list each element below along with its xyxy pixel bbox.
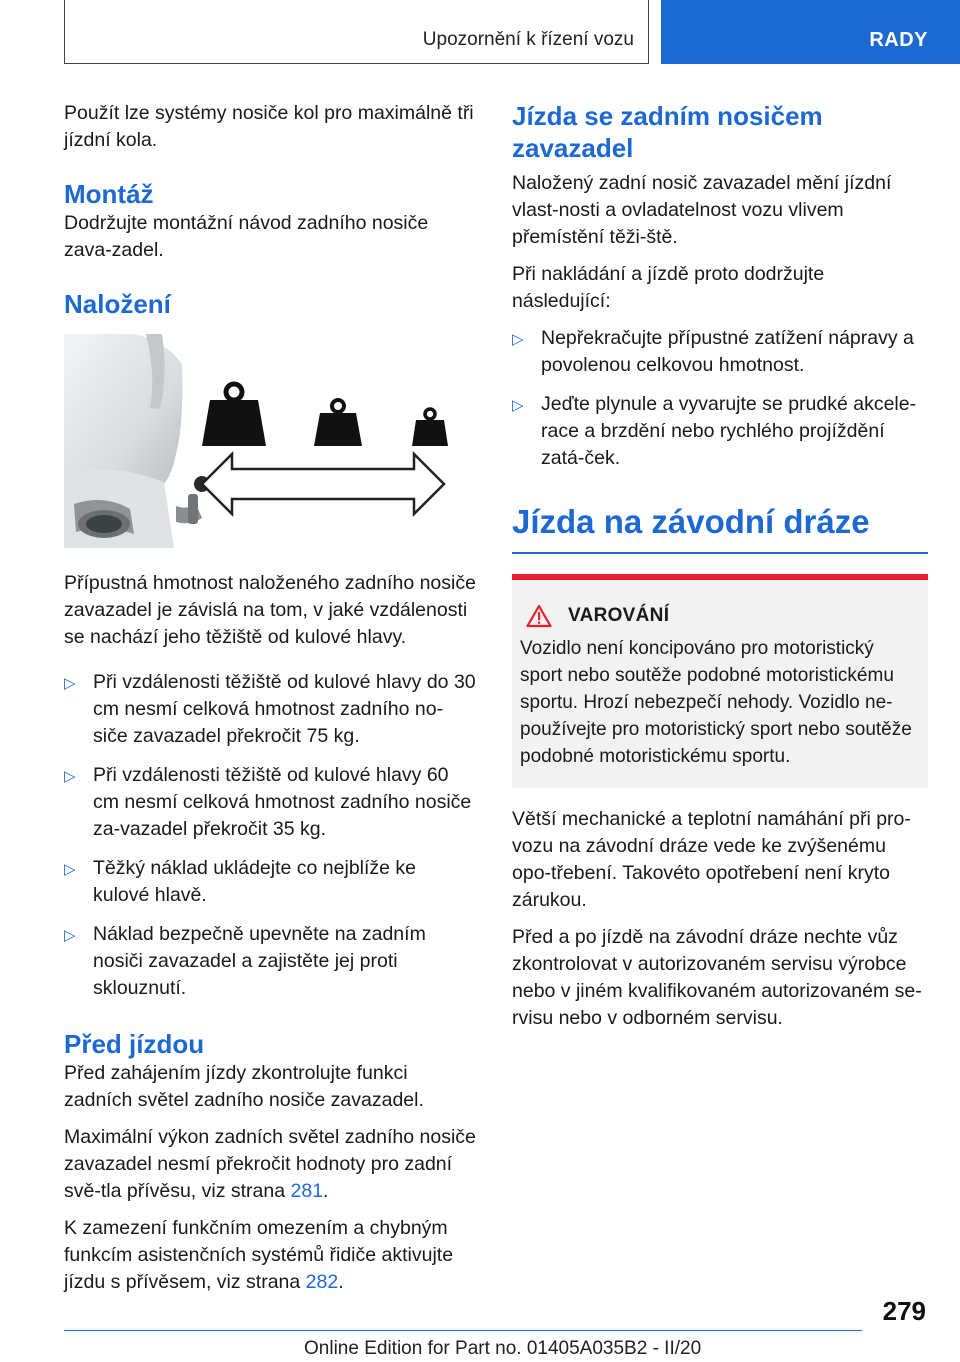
list-item: ▷ Při vzdálenosti těžiště od kulové hlavy do 30 cm nesmí celková hmotnost zadního no-siče zavazadel překročit 75 kg.	[64, 671, 476, 747]
pred-jizdou-paragraph-1: Před zahájením jízdy zkontrolujte funkci zadních světel zadního nosiče zavazadel.	[64, 1062, 424, 1111]
triangle-right-icon: ▷	[64, 927, 76, 944]
montaz-paragraph: Dodržujte montážní návod zadního nosiče zava-zadel.	[64, 212, 429, 261]
jizda-nosic-heading: Jízda se zadním nosičem zavazadel	[512, 101, 823, 163]
zavodni-paragraph-2: Před a po jízdě na závodní dráze nechte vůz zkontrolovat v autorizovaném servisu výrobce nebo v jiném kvalifikovaném autorizovaném se-rvisu nebo v odborném servisu.	[512, 926, 922, 1029]
header-section-box	[64, 0, 649, 64]
right-column	[512, 100, 928, 1042]
intro-paragraph: Použít lze systémy nosiče kol pro maximálně tři jízdní kola.	[64, 102, 474, 151]
triangle-right-icon: ▷	[64, 861, 76, 878]
pred-jizdou-paragraph-2: Maximální výkon zadních světel zadního nosiče zavazadel nesmí překročit hodnoty pro zadní svě-tla přívěsu, viz strana 281.	[64, 1126, 476, 1202]
nalozeni-heading: Naložení	[64, 289, 171, 319]
header-tab-label: RADY	[869, 29, 928, 51]
zavodni-heading: Jízda na závodní dráze	[512, 502, 928, 554]
double-arrow	[202, 454, 444, 514]
warning-title: VAROVÁNÍ	[568, 605, 670, 626]
car-rear-bumper	[64, 334, 182, 548]
pred-jizdou-heading: Před jízdou	[64, 1029, 205, 1059]
footer-edition-text: Online Edition for Part no. 01405A035B2 - II/20	[304, 1338, 702, 1359]
weight-large-icon	[202, 384, 266, 446]
left-column	[64, 100, 476, 1306]
list-item: ▷ Nepřekračujte přípustné zatížení nápravy a povolenou celkovou hmotnost.	[512, 327, 914, 376]
warning-triangle-icon	[526, 604, 552, 628]
pred-jizdou-paragraph-3: K zamezení funkčním omezením a chybným funkcím asistenčních systémů řidiče aktivujte jízdu s přívěsem, viz strana 282.	[64, 1217, 454, 1293]
montaz-heading: Montáž	[64, 179, 154, 209]
triangle-right-icon: ▷	[64, 768, 76, 785]
page-link-281[interactable]: 281	[290, 1180, 324, 1202]
zavodni-paragraph-1: Větší mechanické a teplotní namáhání při pro-vozu na závodní dráze vede ke zvýšenému opo-třebení. Takovéto opotřebení není kryto zárukou.	[512, 808, 911, 911]
triangle-right-icon: ▷	[512, 331, 524, 348]
weight-medium-icon	[314, 400, 362, 446]
page-link-282[interactable]: 282	[305, 1271, 339, 1293]
jizda-nosic-paragraph-1: Naložený zadní nosič zavazadel mění jízdní vlast-nosti a ovladatelnost vozu vlivem přemístění těži-ště.	[512, 172, 892, 248]
nalozeni-bullet-list	[64, 669, 476, 1002]
triangle-right-icon: ▷	[64, 675, 76, 692]
warning-text: Vozidlo není koncipováno pro motoristický sport nebo soutěže podobné motoristickému sportu. Hrozí nebezpečí nehody. Vozidlo ne-používejte pro motoristický sport nebo soutěže podobné motoristickému sportu.	[520, 638, 912, 767]
list-item: ▷ Při vzdálenosti těžiště od kulové hlavy 60 cm nesmí celková hmotnost zadního nosiče za-vazadel překročit 35 kg.	[64, 764, 472, 840]
list-item: ▷ Náklad bezpečně upevněte na zadním nosiči zavazadel a zajistěte jej proti sklouznutí.	[64, 923, 426, 999]
footer-divider	[64, 1330, 862, 1331]
list-item: ▷ Těžký náklad ukládejte co nejblíže ke kulové hlavě.	[64, 857, 417, 906]
page-number: 279	[882, 1296, 926, 1326]
triangle-right-icon: ▷	[512, 397, 524, 414]
nalozeni-caption: Přípustná hmotnost naloženého zadního nosiče zavazadel je závislá na tom, v jaké vzdálenosti se nachází jeho těžiště od kulové hlavy.	[64, 572, 476, 648]
header-tab[interactable]	[661, 0, 960, 64]
jizda-nosic-bullet-list	[512, 325, 928, 472]
weight-small-icon	[412, 409, 448, 446]
list-item: ▷ Jeďte plynule a vyvarujte se prudké akcele-race a brzdění nebo rychlého projíždění zatá-ček.	[512, 393, 917, 469]
warning-box	[512, 574, 928, 788]
header-section-title: Upozornění k řízení vozu	[422, 29, 634, 50]
load-distance-illustration	[64, 334, 476, 548]
jizda-nosic-paragraph-2: Při nakládání a jízdě proto dodržujte následující:	[512, 263, 825, 312]
